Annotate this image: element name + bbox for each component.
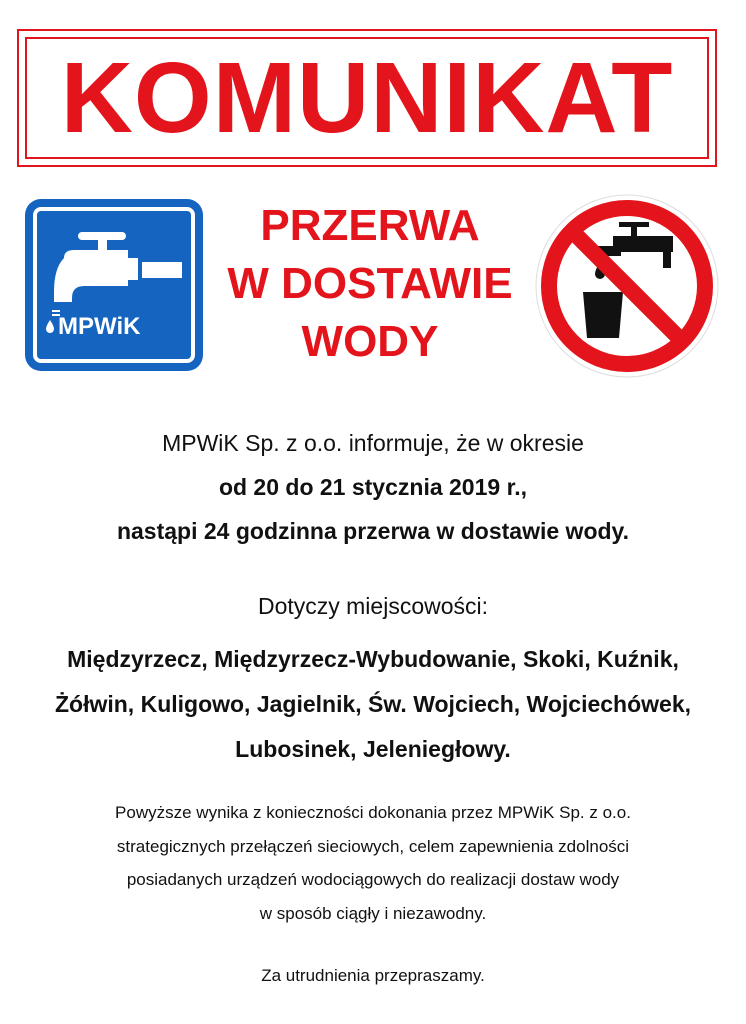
headline-line: WODY: [301, 317, 439, 366]
locality-line: Lubosinek, Jeleniegłowy.: [235, 736, 511, 762]
no-drinking-water-icon: [535, 194, 719, 378]
localities-list: [0, 637, 746, 772]
explanation-text: [0, 796, 746, 930]
locality-line: Żółwin, Kuligowo, Jagielnik, Św. Wojciech, Wojciechówek,: [54, 691, 691, 717]
headline-line: W DOSTAWIE: [227, 259, 513, 308]
explanation-line: Powyższe wynika z konieczności dokonania przez MPWiK Sp. z o.o.: [115, 803, 631, 822]
banner-title: KOMUNIKAT: [60, 42, 674, 154]
banner-inner-frame: [25, 37, 709, 159]
locality-line: Międzyrzecz, Międzyrzecz-Wybudowanie, Skoki, Kuźnik,: [67, 646, 679, 672]
logo-brand-text: MPWiK: [58, 313, 141, 340]
explanation-line: w sposób ciągły i niezawodny.: [259, 903, 487, 923]
date-text: od 20 do 21 stycznia 2019 r.,: [218, 474, 528, 500]
outage-text: nastąpi 24 godzinna przerwa w dostawie wody.: [116, 518, 630, 544]
tap-logo-icon: [24, 198, 204, 372]
headline-line: PRZERWA: [260, 201, 480, 250]
affected-label: Dotyczy miejscowości:: [257, 593, 489, 619]
banner-frame: [17, 29, 717, 167]
explanation-line: strategicznych przełączeń sieciowych, celem zapewnienia zdolności: [116, 836, 630, 856]
intro-text: MPWiK Sp. z o.o. informuje, że w okresie: [162, 430, 584, 456]
headline: [205, 197, 535, 371]
explanation-line: posiadanych urządzeń wodociągowych do realizacji dostaw wody: [126, 870, 620, 889]
closing-text: Za utrudnienia przepraszamy.: [261, 966, 485, 985]
